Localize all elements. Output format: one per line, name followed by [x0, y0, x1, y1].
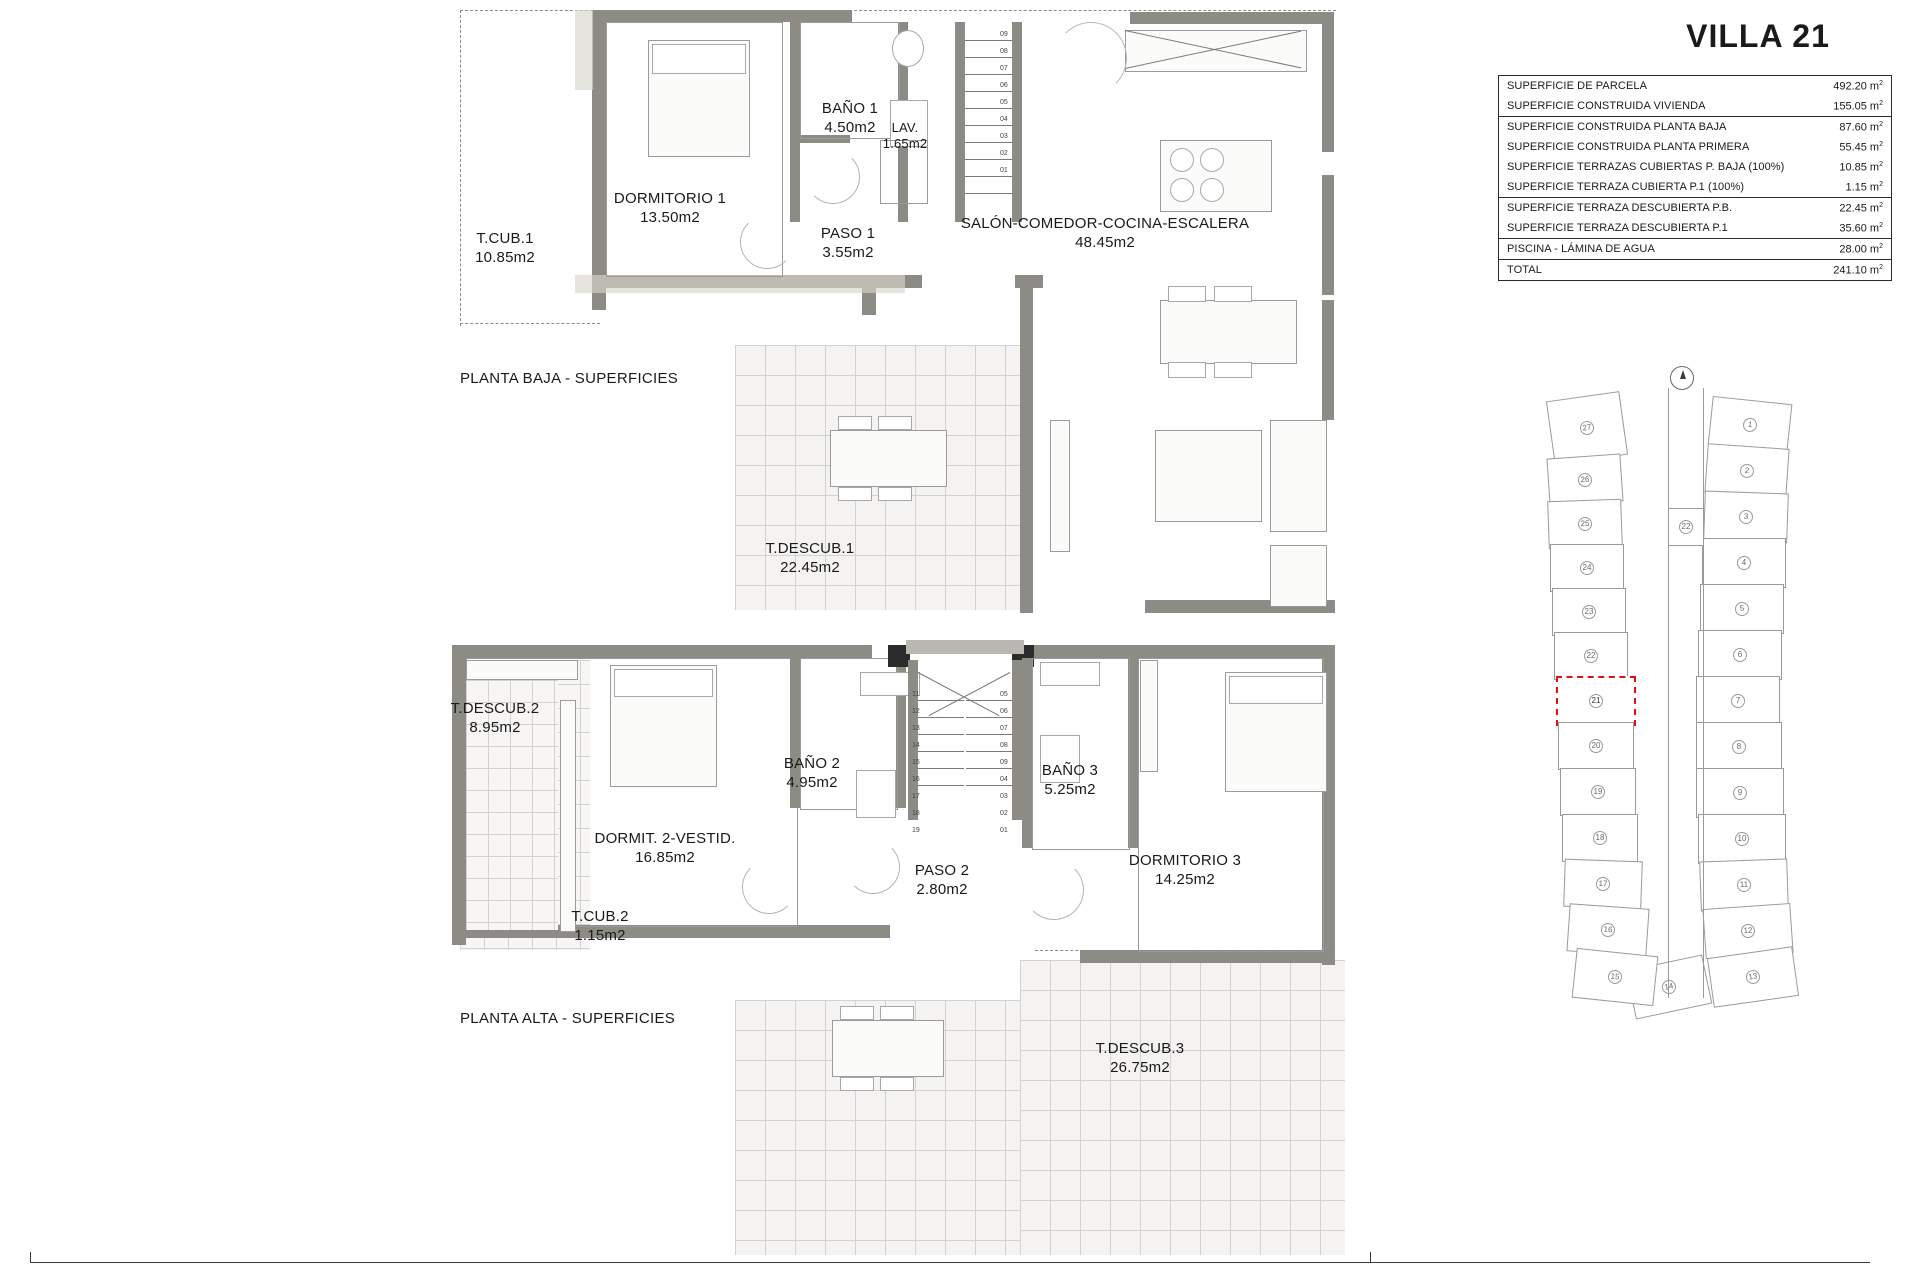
plot-23[interactable]: 23: [1552, 588, 1626, 636]
row-label: SUPERFICIE CONSTRUIDA PLANTA PRIMERA: [1507, 141, 1750, 153]
table-group: [1499, 198, 1891, 239]
sideboard: [1050, 420, 1070, 552]
terrace-cub1-hatch-side: [575, 10, 593, 90]
row-value: 35.60 $m^2$: [1839, 221, 1883, 235]
label-t-descub-3: T.DESCUB.3 26.75m2: [1095, 1040, 1185, 1076]
bed-pillows-1: [652, 44, 746, 74]
sofa-side: [1270, 420, 1327, 532]
plot-27[interactable]: 27: [1546, 391, 1628, 465]
plot-6[interactable]: 6: [1698, 630, 1782, 680]
row-value: 87.60 $m^2$: [1839, 120, 1883, 134]
chair-i2: [1214, 286, 1252, 302]
wall-stair-left: [955, 22, 965, 222]
wall-exterior-top-right: [1130, 12, 1330, 24]
label-bano-1: BAÑO 1 4.50m2: [821, 100, 879, 136]
hob-burner-4: [1200, 178, 1224, 202]
plot-7[interactable]: 7: [1696, 676, 1780, 726]
row-value: 1.15 $m^2$: [1845, 180, 1883, 194]
row-value: 28.00 $m^2$: [1839, 242, 1883, 256]
plot-5[interactable]: 5: [1700, 584, 1784, 634]
label-lav: LAV. 1.65m2: [882, 120, 928, 152]
bed-pillows-2: [614, 669, 713, 697]
table-row: [1499, 96, 1891, 116]
hob-burner-3: [1170, 178, 1194, 202]
table-row: [1499, 218, 1891, 238]
door-arc-bano1: [806, 150, 860, 204]
sheet-tick-right: [1370, 1252, 1371, 1263]
plot-9[interactable]: 9: [1696, 768, 1784, 818]
table-group: [1499, 260, 1891, 280]
drawing-sheet: VILLA 21 SUPERFICIE DE PARCELA 492.20 $m^2$ SUPERFICIE CONSTRUIDA VIVIENDA 155.05 $m^2$ SUPERFICIE CONSTRUIDA PLANTA BAJA 87.60 $m^2$ SUPERFICIE CONSTRUIDA PLANTA PRIMERA 55.45 $m^2$ SUPERFICIE TERRAZAS CUBIERTAS P. BAJA (100%) 10.85 $m^2$ SUPERFICIE TERRAZA CUBIERTA P.1 (100%) 1.15 $m^2$ SUPERFICIE TERRAZA DESCUBIERTA P.B. 22.45 $m^2$ SUPERFICIE TERRAZA DESCUBIERTA P.1 35.60 $m^2$ PISCINA - LÁMINA DE AGUA 28.00 $m^2$ TOTAL 241.10 $m^2$ 09 08 07 06 05 04 03 02 01 DORMITORIO 1 13.50m2 BAÑO 1 4.50m2 LAV. 1.65m2 PASO 1 3.55m2 SALÓN-COMEDOR-COCINA-ESCALERA 48.45m2 T.CUB.1 10.85m2 T.DESCUB.1 22.45m2 PLANTA BAJA - SUPERFICIES 11 12 13 14 15 16 17 18 19 05 06 07 08 09 04 03 02 01 T.DESCUB.2 8.95m2 DORMIT. 2-VESTID. 16.85m2 BAÑO 2 4.95m2 PASO 2 2.80m2 BAÑO 3 5.25m2 DORMITORIO 3 14.25m2 T.CUB.2 1.15m2 T.DESCUB.3 26.75m2 PLANTA ALTA - SUPERFICIES 1 2 3 4 5 6 7 8 9 10 11 12 13 14 27 26 25 24 23 22 21 20 19 18 17 16 15 22: [0, 0, 1920, 1280]
outdoor-chair-8: [880, 1077, 914, 1091]
label-t-cub-2: T.CUB.2 1.15m2: [571, 908, 629, 944]
caption-planta-baja: PLANTA BAJA - SUPERFICIES: [460, 370, 679, 387]
plot-22[interactable]: 22: [1554, 632, 1628, 680]
outdoor-chair-1: [838, 416, 872, 430]
chair-i4: [1214, 362, 1252, 378]
row-value: 492.20 $m^2$: [1833, 79, 1883, 93]
wall-up-top-right: [1020, 645, 1335, 658]
wall-up-left: [452, 645, 466, 945]
row-label: SUPERFICIE TERRAZA DESCUBIERTA P.1: [1507, 222, 1728, 234]
table-row: [1499, 239, 1891, 259]
row-value: 55.45 $m^2$: [1839, 140, 1883, 154]
armchair: [1270, 545, 1327, 607]
table-row: [1499, 198, 1891, 218]
row-value: 22.45 $m^2$: [1839, 201, 1883, 215]
plot-24[interactable]: 24: [1550, 544, 1624, 592]
plot-16[interactable]: 16: [1566, 903, 1649, 956]
wall-exterior-right-low: [1322, 300, 1334, 420]
sheet-tick-left: [30, 1252, 31, 1263]
outdoor-chair-6: [880, 1006, 914, 1020]
wall-stair-right: [1012, 22, 1022, 222]
plot-4[interactable]: 4: [1702, 538, 1786, 588]
row-value: 10.85 $m^2$: [1839, 160, 1883, 174]
wall-exterior-top: [592, 10, 852, 22]
label-bano-3: BAÑO 3 5.25m2: [1041, 762, 1099, 798]
plot-11[interactable]: 11: [1699, 858, 1789, 911]
terrace-cub1-hatch: [575, 275, 905, 293]
wardrobe-2: [466, 660, 578, 680]
label-bano-2: BAÑO 2 4.95m2: [783, 755, 841, 791]
plot-21-selected[interactable]: 21: [1556, 676, 1636, 726]
row-value: 155.05 $m^2$: [1833, 99, 1883, 113]
label-dormitorio-1: DORMITORIO 1 13.50m2: [613, 190, 727, 226]
label-dormit-2: DORMIT. 2-VESTID. 16.85m2: [594, 830, 736, 866]
row-label: SUPERFICIE DE PARCELA: [1507, 80, 1648, 92]
coffee-table: [1155, 430, 1262, 522]
plot-18[interactable]: 18: [1562, 814, 1638, 862]
outdoor-chair-4: [878, 487, 912, 501]
table-group: [1499, 76, 1891, 117]
table-row: [1499, 137, 1891, 157]
wardrobe-3: [1140, 660, 1158, 772]
areas-table: [1498, 75, 1892, 281]
plot-19[interactable]: 19: [1560, 768, 1636, 816]
north-arrow-icon: [1670, 366, 1694, 390]
label-dormitorio-3: DORMITORIO 3 14.25m2: [1128, 852, 1242, 888]
wall-bano3-left: [1022, 658, 1032, 848]
plot-8[interactable]: 8: [1696, 722, 1782, 772]
plot-13[interactable]: 13: [1707, 946, 1799, 1007]
hob-burner-2: [1200, 148, 1224, 172]
page-title: VILLA 21: [1686, 18, 1830, 54]
table-row: [1499, 157, 1891, 177]
outdoor-dining-table: [830, 430, 947, 487]
plot-17[interactable]: 17: [1563, 859, 1643, 910]
table-row: [1499, 117, 1891, 137]
table-group: [1499, 239, 1891, 260]
hob-burner-1: [1170, 148, 1194, 172]
chair-i3: [1168, 362, 1206, 378]
bed-pillows-3: [1229, 676, 1323, 704]
plot-1[interactable]: 1: [1708, 396, 1793, 454]
plot-12[interactable]: 12: [1702, 903, 1793, 959]
row-label: SUPERFICIE CONSTRUIDA PLANTA BAJA: [1507, 121, 1727, 133]
outdoor-chair-3: [838, 487, 872, 501]
table-row: [1499, 76, 1891, 96]
wall-exterior-right-upper: [1322, 12, 1334, 152]
door-arc-entry: [1055, 22, 1127, 94]
wall-ground-stub2: [1015, 275, 1043, 288]
door-arc-dormitorio3: [1024, 860, 1084, 920]
table-row: [1499, 177, 1891, 197]
wall-exterior-left: [592, 10, 606, 310]
wall-exterior-right-mid: [1322, 175, 1334, 295]
terrace-tiles-descub3: [1020, 960, 1345, 1255]
label-paso-1: PASO 1 3.55m2: [820, 225, 876, 261]
label-t-descub-2: T.DESCUB.2 8.95m2: [450, 700, 540, 736]
sink-bano3: [1040, 662, 1100, 686]
plot-22b[interactable]: 22: [1668, 508, 1704, 546]
outdoor-chair-7: [840, 1077, 874, 1091]
wall-interior-salon-left: [1020, 278, 1033, 613]
outdoor-chair-2: [878, 416, 912, 430]
outdoor-dining-table-2: [832, 1020, 944, 1077]
outdoor-chair-5: [840, 1006, 874, 1020]
label-t-cub-1: T.CUB.1 10.85m2: [475, 230, 535, 266]
plot-3[interactable]: 3: [1703, 491, 1789, 544]
sheet-bottom-rule: [30, 1262, 1870, 1263]
plot-boundary-dashed-b: [460, 322, 600, 324]
chair-i1: [1168, 286, 1206, 302]
row-value: 241.10 $m^2$: [1833, 263, 1883, 277]
row-label: SUPERFICIE TERRAZA DESCUBIERTA P.B.: [1507, 202, 1733, 214]
wall-up-top-left: [452, 645, 872, 658]
row-label: SUPERFICIE CONSTRUIDA VIVIENDA: [1507, 100, 1706, 112]
label-salon: SALÓN-COMEDOR-COCINA-ESCALERA 48.45m2: [960, 215, 1250, 251]
site-plan-map[interactable]: [1520, 378, 1860, 1078]
row-label: SUPERFICIE TERRAZA CUBIERTA P.1 (100%): [1507, 181, 1745, 193]
plot-14[interactable]: 14: [1626, 954, 1713, 1019]
caption-planta-alta: PLANTA ALTA - SUPERFICIES: [460, 1010, 676, 1027]
row-label: SUPERFICIE TERRAZAS CUBIERTAS P. BAJA (100%): [1507, 161, 1785, 173]
row-label: TOTAL: [1507, 264, 1542, 276]
row-label: PISCINA - LÁMINA DE AGUA: [1507, 243, 1655, 255]
stair-head-wall: [906, 640, 1024, 654]
label-t-descub-1: T.DESCUB.1 22.45m2: [765, 540, 855, 576]
plot-15[interactable]: 15: [1572, 948, 1659, 1006]
table-row: [1499, 260, 1891, 280]
door-arc-dormit2: [742, 860, 796, 914]
table-group: [1499, 117, 1891, 198]
plot-10[interactable]: 10: [1698, 814, 1786, 864]
sink-bano1: [892, 30, 924, 67]
plot-25[interactable]: 25: [1547, 499, 1623, 550]
label-paso-2: PASO 2 2.80m2: [914, 862, 970, 898]
plot-2[interactable]: 2: [1704, 443, 1789, 499]
plot-26[interactable]: 26: [1546, 453, 1623, 506]
dining-table-interior: [1160, 300, 1297, 364]
site-road: [1668, 388, 1704, 998]
plot-20[interactable]: 20: [1558, 722, 1634, 770]
